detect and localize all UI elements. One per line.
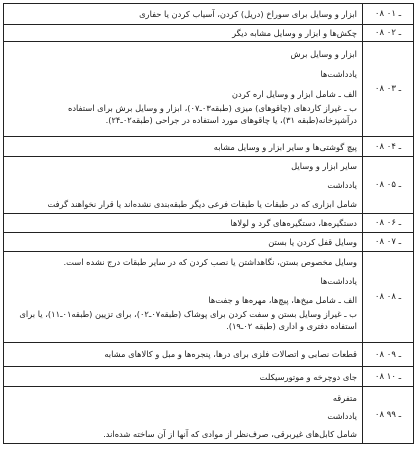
description-line: ب ـ غیراز کاردهای (چاقوهای) میزی (طبقه۰۳ـ۰۷)، ابزار و وسایل برش برای استفاده درآشپزخانه(طبقه ۳۱)، یا چاقوهای مورد استفاده در جراحی (طبقه۰۲ـ۲۴). (67, 103, 357, 125)
row-code: ۰۸ ـ ۰۵ (374, 180, 402, 190)
description-line: وسایل قفل کردن یا بستن (268, 237, 357, 247)
table-row (4, 136, 413, 156)
table-row (4, 251, 413, 342)
description-line: وسایل مخصوص بستن، نگاهداشتن یا نصب کردن که در سایر طبقات درج نشده است. (63, 257, 357, 267)
description-line: الف ـ شامل میخ‌ها، پیچ‌ها، مهره‌ها و جفت‌ها (208, 295, 357, 305)
row-description (4, 387, 363, 443)
description-line: جای دوچرخه و موتورسیکلت (259, 372, 357, 382)
table-row (4, 232, 413, 251)
description-line: یادداشت (327, 180, 357, 190)
description-line: چکش‌ها و ابزار و وسایل مشابه دیگر (232, 28, 357, 38)
row-code: ۰۸ ـ ۰۱ (374, 9, 402, 19)
table-row (4, 366, 413, 386)
row-description (4, 252, 363, 342)
row-code: ۰۸ ـ ۰۲ (374, 28, 402, 38)
description-line: شامل کابل‌های غیربرقی، صرف‌نظر از موادی که آنها از آن ساخته شده‌اند. (103, 429, 357, 439)
classification-table (3, 3, 414, 444)
description-line: ب ـ غیراز وسایل بستن و سفت کردن برای پوشاک (طبقه۰۷ـ۰۲)، برای تزیین (طبقه۰۱ـ۱۱)، یا برای استفاده دفتری و اداری (طبقه ۰۲ـ۱۹). (19, 309, 357, 331)
description-line: پیچ گوشتی‌ها و سایر ابزار و وسایل مشابه (213, 142, 357, 152)
description-line: ابزار و وسایل برای سوراخ (دریل) کردن، آسیاب کردن یا حفاری (139, 9, 357, 19)
description-line: دستگیره‌ها، دستگیره‌های گرد و لولاها (230, 218, 357, 228)
table-row (4, 213, 413, 232)
row-code: ۰۸ ـ ۱۰ (374, 371, 402, 382)
row-description (4, 214, 363, 232)
table-row (4, 24, 413, 41)
description-line: یادداشت (327, 411, 357, 421)
row-code: ۰۸ ـ ۰۹ (374, 349, 402, 360)
row-code: ۰۸ ـ ۰۴ (374, 141, 402, 152)
row-description (4, 343, 363, 366)
description-line: سایر ابزار و وسایل (291, 161, 357, 171)
description-line: یادداشت‌ها (320, 276, 357, 286)
table-row (4, 41, 413, 136)
row-description (4, 157, 363, 213)
description-line: یادداشت‌ها (320, 69, 357, 79)
row-code: ۰۸ ـ ۰۸ (374, 292, 402, 302)
row-description (4, 25, 363, 41)
table-row (4, 342, 413, 366)
table-row (4, 156, 413, 213)
description-line: متفرقه (332, 393, 357, 403)
row-description (4, 233, 363, 251)
table-row (4, 4, 413, 24)
description-line: ابزار و وسایل برش (290, 49, 357, 59)
row-code: ۰۸ ـ ۹۹ (374, 410, 402, 420)
row-description (4, 367, 363, 386)
description-line: قطعات نصابی و اتصالات فلزی برای درها، پنجره‌ها و مبل و کالاهای مشابه (104, 349, 357, 359)
description-line: شامل ابزاری که در طبقات یا طبقات فرعی دیگر طبقه‌بندی نشده‌اند یا قرار نخواهند گرفت (47, 199, 357, 209)
description-line: الف ـ شامل ابزار و وسایل اره کردن (231, 89, 357, 99)
row-code: ۰۸ ـ ۰۳ (374, 84, 402, 94)
row-code: ۰۸ ـ ۰۶ (374, 218, 402, 228)
row-description (4, 42, 363, 136)
row-code: ۰۸ ـ ۰۷ (374, 237, 402, 247)
table-row (4, 386, 413, 443)
row-description (4, 4, 363, 24)
row-description (4, 137, 363, 156)
